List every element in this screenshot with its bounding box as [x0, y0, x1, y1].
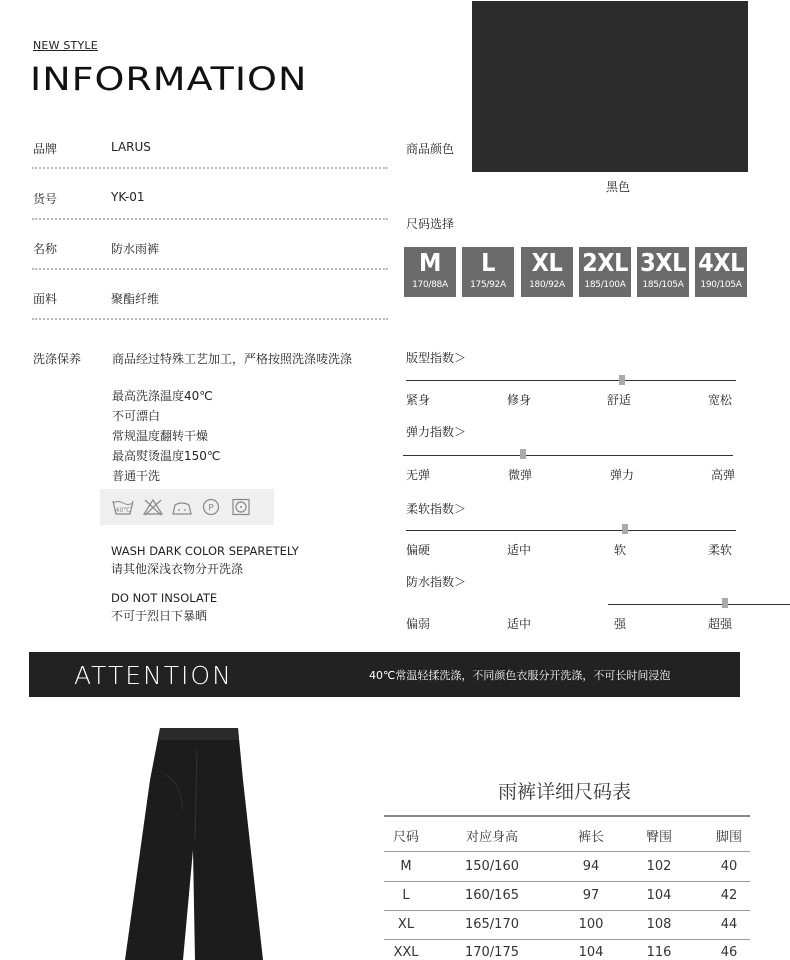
size-option-m[interactable] — [404, 247, 456, 297]
scale-label: 微弹 — [508, 468, 533, 482]
waterproof-index-title: 防水指数＞ — [406, 575, 467, 589]
size-option-3xl[interactable] — [637, 247, 689, 297]
table-cell: 108 — [646, 917, 672, 932]
fit-index-marker[interactable] — [619, 375, 625, 385]
name-value: 防水雨裤 — [111, 242, 160, 256]
table-cell: 100 — [578, 917, 604, 932]
scale-label: 超强 — [708, 617, 733, 631]
warning-en: DO NOT INSOLATE — [111, 591, 218, 605]
scale-label: 适中 — [507, 617, 532, 631]
product-color-swatch[interactable] — [472, 1, 748, 172]
table-header: 裤长 — [577, 830, 604, 845]
table-cell: 42 — [720, 888, 738, 903]
sku-label: 货号 — [33, 192, 58, 206]
table-cell: 116 — [646, 945, 672, 960]
divider — [32, 318, 388, 320]
table-header: 对应身高 — [465, 830, 518, 845]
table-cell: 44 — [720, 917, 738, 932]
warning-zh: 请其他深浅衣物分开洗涤 — [111, 562, 244, 576]
table-cell: 46 — [720, 945, 738, 960]
stretch-index-marker[interactable] — [520, 449, 526, 459]
care-line: 常规温度翻转干燥 — [112, 429, 209, 443]
tumble-dry-icon — [171, 498, 193, 516]
size-spec: 190/105A — [700, 280, 742, 290]
table-rule — [384, 910, 750, 911]
table-cell: L — [402, 888, 410, 903]
warning-zh: 不可于烈日下暴晒 — [111, 609, 208, 623]
dry-clean-p-icon — [200, 498, 222, 516]
table-cell: 104 — [578, 945, 604, 960]
scale-label: 舒适 — [607, 393, 632, 407]
table-rule — [384, 851, 750, 852]
fabric-label: 面料 — [33, 292, 58, 306]
scale-label: 修身 — [507, 393, 532, 407]
attention-title: ATTENTION — [74, 661, 233, 690]
scale-label: 无弹 — [406, 468, 431, 482]
fit-index-title: 版型指数＞ — [406, 351, 467, 365]
size-spec: 175/92A — [470, 280, 506, 290]
product-color-name: 黑色 — [606, 180, 631, 194]
scale-label: 弹力 — [610, 468, 635, 482]
waterproof-index-marker[interactable] — [722, 598, 728, 608]
size-name: 2XL — [582, 248, 628, 277]
brand-label: 品牌 — [33, 142, 58, 156]
wash-temp-text: 40℃ — [115, 506, 131, 514]
table-cell: 97 — [582, 888, 600, 903]
table-cell: 102 — [646, 859, 672, 874]
sku-value: YK-01 — [111, 190, 145, 204]
table-cell: M — [400, 859, 412, 874]
care-line: 最高熨烫温度150℃ — [112, 449, 221, 463]
size-table-title: 雨裤详细尺码表 — [498, 781, 632, 803]
table-cell: XXL — [393, 945, 419, 960]
size-name: M — [419, 248, 441, 277]
attention-text: 40℃常温轻揉洗涤，不同颜色衣服分开洗涤，不可长时间浸泡 — [369, 669, 671, 682]
size-spec: 185/100A — [584, 280, 626, 290]
table-cell: 40 — [720, 859, 738, 874]
divider — [32, 167, 388, 169]
size-name: XL — [531, 248, 563, 277]
care-intro: 商品经过特殊工艺加工，严格按照洗涤唛洗涤 — [112, 352, 353, 366]
divider — [32, 268, 388, 270]
stretch-index-scale — [403, 455, 733, 456]
table-cell: XL — [397, 917, 415, 932]
waterproof-index-scale — [608, 604, 790, 605]
size-option-xl[interactable] — [521, 247, 573, 297]
scale-label: 适中 — [507, 543, 532, 557]
new-style-label: NEW STYLE — [33, 39, 98, 52]
table-cell: 170/175 — [464, 945, 519, 960]
wash-40-icon — [112, 498, 134, 516]
size-name: 3XL — [640, 248, 686, 277]
stretch-index-title: 弹力指数＞ — [406, 425, 467, 439]
product-color-label: 商品颜色 — [406, 142, 455, 156]
warning-en: WASH DARK COLOR SEPARETELY — [111, 544, 299, 558]
name-label: 名称 — [33, 242, 58, 256]
pants-product-image — [105, 720, 275, 960]
care-line: 普通干洗 — [112, 469, 161, 483]
fabric-value: 聚酯纤维 — [111, 292, 160, 306]
size-name: 4XL — [698, 248, 744, 277]
size-option-2xl[interactable] — [579, 247, 631, 297]
table-rule — [384, 881, 750, 882]
softness-index-scale — [406, 530, 736, 531]
scale-label: 强 — [614, 617, 627, 631]
scale-label: 宽松 — [708, 393, 733, 407]
size-spec: 180/92A — [529, 280, 565, 290]
scale-label: 紧身 — [406, 393, 431, 407]
size-option-l[interactable] — [462, 247, 514, 297]
size-select-label: 尺码选择 — [406, 217, 455, 231]
scale-label: 柔软 — [708, 543, 733, 557]
table-header: 尺码 — [392, 830, 419, 845]
table-cell: 160/165 — [464, 888, 519, 903]
care-line: 最高洗涤温度40℃ — [112, 389, 213, 403]
softness-index-title: 柔软指数＞ — [406, 502, 467, 516]
no-bleach-icon — [142, 498, 164, 516]
table-cell: 165/170 — [464, 917, 519, 932]
brand-value: LARUS — [111, 140, 151, 154]
dry-clean-letter: P — [208, 503, 214, 514]
table-cell: 150/160 — [464, 859, 519, 874]
size-spec: 170/88A — [412, 280, 448, 290]
table-header: 脚围 — [715, 830, 742, 845]
scale-label: 偏弱 — [406, 617, 431, 631]
table-rule — [384, 939, 750, 940]
scale-label: 偏硬 — [406, 543, 431, 557]
divider — [32, 218, 388, 220]
table-cell: 94 — [582, 859, 600, 874]
table-cell: 104 — [646, 888, 672, 903]
size-option-4xl[interactable] — [695, 247, 747, 297]
care-line: 不可漂白 — [112, 409, 161, 423]
page-title: INFORMATION — [30, 60, 308, 98]
size-name: L — [481, 248, 495, 277]
care-label: 洗涤保养 — [33, 352, 82, 366]
scale-label: 软 — [614, 543, 627, 557]
dryer-icon — [230, 498, 252, 516]
table-header: 臀围 — [645, 830, 672, 845]
size-spec: 185/105A — [642, 280, 684, 290]
table-top-rule — [384, 815, 750, 817]
scale-label: 高弹 — [711, 468, 736, 482]
fit-index-scale — [406, 380, 736, 381]
softness-index-marker[interactable] — [622, 524, 628, 534]
